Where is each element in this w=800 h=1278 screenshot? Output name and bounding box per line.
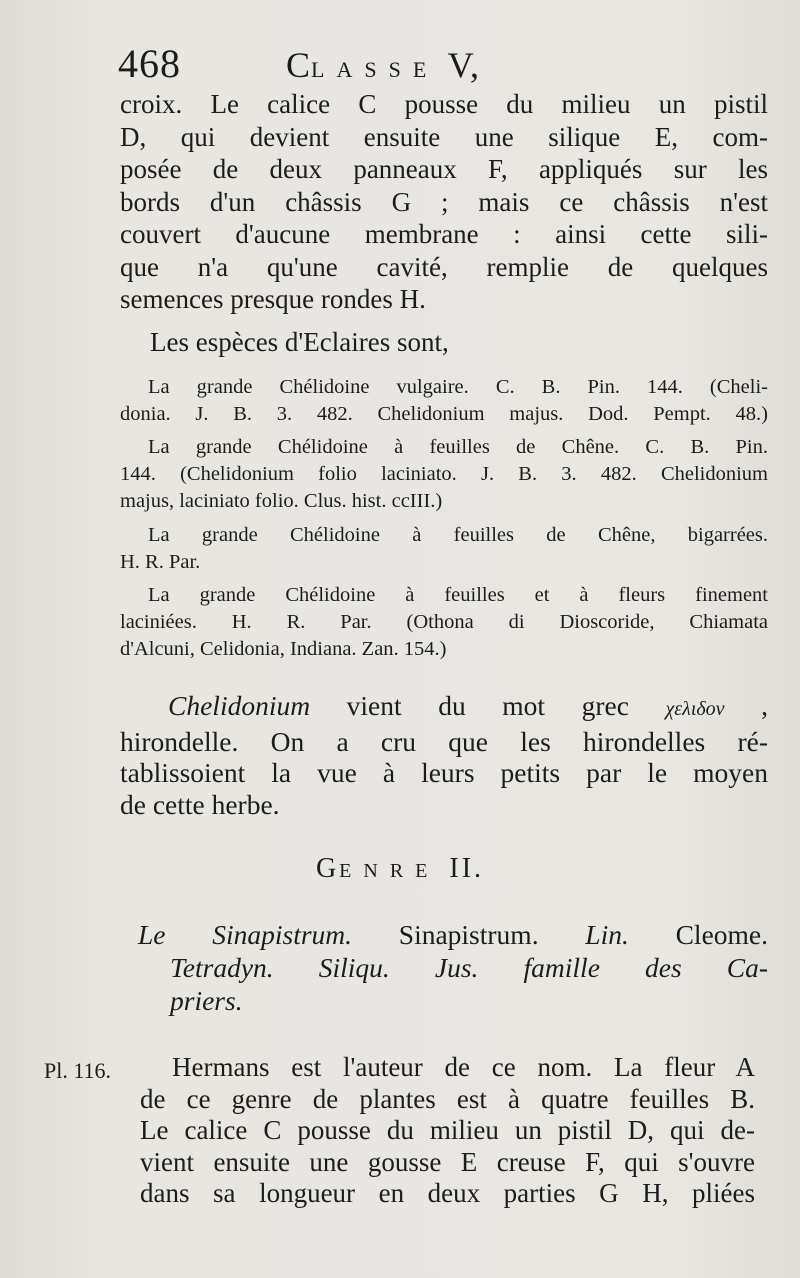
text-line: H. R. Par. [120, 551, 201, 573]
genus-name-paragraph [138, 918, 768, 1017]
plate-reference: Pl. 116. [44, 1058, 112, 1083]
text-line: 144. (Chelidonium folio laciniato. J. B. 3. 482. Chelidonium [120, 463, 768, 485]
classification-line: priers. [170, 985, 243, 1016]
text-line: majus, laciniato folio. Clus. hist. ccIII.) [120, 490, 443, 512]
genre-heading [0, 853, 800, 885]
text-fragment: , [724, 690, 768, 721]
class-initial: C [286, 45, 312, 85]
text-line [138, 984, 768, 1017]
text-line: hirondelle. On a cru que les hirondelles ré- [120, 725, 768, 757]
text-line: semences presque rondes H. [120, 284, 426, 314]
class-small-caps: LASSE [311, 57, 439, 82]
latin-term: Chelidonium [168, 690, 311, 721]
text-line: Hermans est l'auteur de ce nom. La fleur A [172, 1052, 755, 1082]
text-line: Le calice C pousse du milieu un pistil D, qui de- [140, 1115, 755, 1145]
text-line: vient ensuite une gousse E creuse F, qui s'ouvre [140, 1146, 755, 1177]
text-line: dans sa longueur en deux parties G H, pliées [140, 1178, 755, 1208]
text-line: de cette herbe. [120, 788, 280, 820]
page-number: 468 [118, 41, 181, 86]
genre-initial: G [315, 853, 340, 884]
linnaeus-ref: Lin. [585, 919, 629, 950]
intro-paragraph [120, 88, 768, 316]
genre-numeral: II. [449, 853, 485, 884]
cleome-ref: Cleome. [628, 919, 768, 950]
text-line: croix. Le calice C pousse du milieu un pistil [120, 89, 768, 119]
latin-genus-name: Sinapistrum. [352, 919, 586, 950]
greek-word: χελιδον [665, 698, 725, 720]
text-line [138, 918, 768, 951]
classification-line: Tetradyn. Siliqu. Jus. famille des Ca- [170, 952, 768, 983]
french-genus-name: Le Sinapistrum. [138, 919, 353, 950]
genre-small-caps: ENRE [339, 860, 440, 882]
text-line: laciniées. H. R. Par. (Othona di Dioscoride, Chiamata [120, 611, 768, 633]
text-line: posée de deux panneaux F, appliqués sur les [120, 154, 768, 184]
page-header [118, 40, 588, 90]
description-paragraph [140, 1052, 755, 1210]
species-entry [120, 522, 768, 576]
species-entry [120, 582, 768, 663]
text-line: de ce genre de plantes est à quatre feuilles B. [140, 1083, 755, 1114]
text-fragment: vient du mot grec [310, 690, 666, 721]
class-numeral: V, [447, 45, 480, 85]
species-entry [120, 374, 768, 428]
text-line: La grande Chélidoine à feuilles de Chêne. C. B. Pin. [148, 436, 768, 458]
text-line: La grande Chélidoine vulgaire. C. B. Pin. 144. (Cheli- [148, 376, 768, 398]
etymology-paragraph [120, 690, 768, 820]
text-line: d'Alcuni, Celidonia, Indiana. Zan. 154.) [120, 638, 447, 660]
text-line: donia. J. B. 3. 482. Chelidonium majus. Dod. Pempt. 48.) [120, 403, 768, 425]
text-line [120, 690, 768, 726]
text-line: La grande Chélidoine à feuilles et à fleurs finement [148, 584, 768, 606]
text-line: tablissoient la vue à leurs petits par le moyen [120, 757, 768, 788]
species-entry [120, 434, 768, 515]
text-line: La grande Chélidoine à feuilles de Chêne, bigarrées. [148, 524, 768, 546]
text-line: couvert d'aucune membrane : ainsi cette sili- [120, 219, 768, 249]
text-line: bords d'un châssis G ; mais ce châssis n'est [120, 186, 768, 217]
text-line: que n'a qu'une cavité, remplie de quelques [120, 251, 768, 282]
running-title [286, 44, 480, 86]
species-heading: Les espèces d'Eclaires sont, [150, 327, 449, 357]
text-line: D, qui devient ensuite une silique E, com- [120, 121, 768, 152]
text-line [138, 951, 768, 984]
